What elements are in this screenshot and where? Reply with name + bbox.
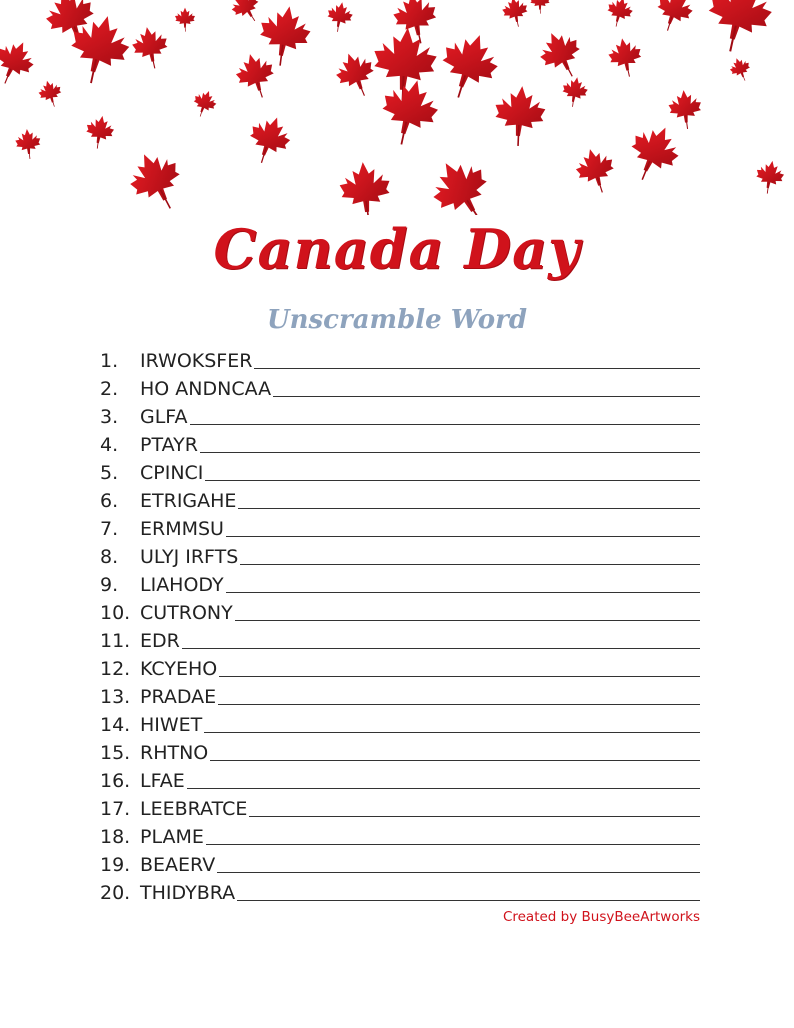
answer-blank-line[interactable]	[187, 788, 700, 789]
list-item	[100, 849, 700, 877]
scrambled-word: THIDYBRA	[140, 882, 236, 904]
answer-blank-line[interactable]	[206, 844, 700, 845]
maple-leaf-icon	[620, 118, 687, 190]
list-item	[100, 429, 700, 457]
item-number: 14.	[100, 714, 131, 736]
maple-leaf-icon	[374, 73, 444, 151]
maple-leaf-icon	[121, 144, 192, 215]
scrambled-word: CPINCI	[140, 462, 204, 484]
answer-blank-line[interactable]	[205, 480, 700, 481]
maple-leaf-icon	[36, 78, 65, 110]
maple-leaf-icon	[699, 0, 779, 59]
item-number: 19.	[100, 854, 131, 876]
item-number: 6.	[100, 490, 119, 512]
answer-blank-line[interactable]	[204, 732, 700, 733]
list-item	[100, 709, 700, 737]
answer-blank-line[interactable]	[219, 676, 700, 677]
maple-leaf-icon	[242, 111, 296, 170]
list-item	[100, 597, 700, 625]
list-item	[100, 821, 700, 849]
scrambled-word: EDR	[140, 630, 180, 652]
maple-leaf-icon	[530, 0, 550, 14]
maple-leaf-icon	[175, 8, 195, 32]
item-number: 20.	[100, 882, 131, 904]
item-number: 13.	[100, 686, 131, 708]
scrambled-word: KCYEHO	[140, 658, 218, 680]
scrambled-word: HIWET	[140, 714, 203, 736]
scrambled-word: RHTNO	[140, 742, 209, 764]
scrambled-word: LFAE	[140, 770, 185, 792]
list-item	[100, 457, 700, 485]
maple-leaf-icon	[431, 26, 505, 107]
maple-leaf-icon	[189, 87, 219, 120]
answer-blank-line[interactable]	[182, 648, 700, 649]
answer-blank-line[interactable]	[240, 564, 700, 565]
answer-blank-line[interactable]	[238, 508, 700, 509]
maple-leaf-icon	[572, 144, 620, 197]
scrambled-word: CUTRONY	[140, 602, 233, 624]
item-number: 5.	[100, 462, 119, 484]
answer-blank-line[interactable]	[217, 872, 700, 873]
answer-blank-line[interactable]	[218, 704, 700, 705]
maple-leaf-icon	[325, 0, 355, 34]
maple-leaf-icon	[727, 55, 754, 84]
scrambled-word: ETRIGAHE	[140, 490, 237, 512]
list-item	[100, 793, 700, 821]
scrambled-word: IRWOKSFER	[140, 350, 253, 372]
list-item	[100, 401, 700, 429]
maple-leaf-icon	[422, 149, 503, 215]
maple-leaf-icon	[254, 2, 314, 70]
maple-leaf-icon	[83, 114, 116, 151]
list-item	[100, 485, 700, 513]
list-item	[100, 681, 700, 709]
list-item	[100, 765, 700, 793]
scrambled-word: GLFA	[140, 406, 188, 428]
answer-blank-line[interactable]	[254, 368, 700, 369]
list-item	[100, 653, 700, 681]
maple-leaf-icon	[753, 159, 786, 196]
item-number: 2.	[100, 378, 119, 400]
item-number: 8.	[100, 546, 119, 568]
maple-leaf-icon	[331, 47, 382, 102]
scrambled-word: BEAERV	[140, 854, 216, 876]
maple-leaf-icon	[0, 34, 40, 91]
scrambled-word: LEEBRATCE	[140, 798, 248, 820]
answer-blank-line[interactable]	[190, 424, 701, 425]
scrambled-word: HO ANDNCAA	[140, 378, 272, 400]
item-number: 16.	[100, 770, 131, 792]
item-number: 12.	[100, 658, 131, 680]
maple-leaf-icon	[560, 75, 590, 109]
list-item	[100, 373, 700, 401]
scrambled-word: ERMMSU	[140, 518, 224, 540]
maple-leaf-icon	[500, 0, 530, 29]
item-number: 10.	[100, 602, 131, 624]
answer-blank-line[interactable]	[237, 900, 700, 901]
scrambled-word: PRADAE	[140, 686, 217, 708]
list-item	[100, 877, 700, 905]
scrambled-word: LIAHODY	[140, 574, 224, 596]
item-number: 9.	[100, 574, 119, 596]
answer-blank-line[interactable]	[226, 536, 700, 537]
item-number: 18.	[100, 826, 131, 848]
list-item	[100, 541, 700, 569]
item-number: 7.	[100, 518, 119, 540]
answer-blank-line[interactable]	[200, 452, 700, 453]
maple-leaf-icon	[606, 36, 645, 80]
list-item	[100, 345, 700, 373]
maple-leaf-icon	[130, 24, 172, 71]
list-item	[100, 569, 700, 597]
maple-leaf-icon	[492, 84, 547, 148]
answer-blank-line[interactable]	[249, 816, 700, 817]
maple-leaf-border	[0, 0, 794, 215]
list-item	[100, 737, 700, 765]
maple-leaf-icon	[232, 49, 280, 102]
page-subtitle: Unscramble Word	[266, 305, 528, 335]
answer-blank-line[interactable]	[273, 396, 700, 397]
maple-leaf-icon	[226, 0, 266, 28]
maple-leaf-icon	[533, 25, 590, 85]
answer-blank-line[interactable]	[210, 760, 700, 761]
maple-leaf-icon	[604, 0, 636, 30]
word-list	[100, 345, 700, 905]
item-number: 17.	[100, 798, 131, 820]
answer-blank-line[interactable]	[226, 592, 700, 593]
maple-leaf-icon	[650, 0, 697, 36]
item-number: 4.	[100, 434, 119, 456]
maple-leaf-icon	[338, 160, 393, 215]
item-number: 1.	[100, 350, 119, 372]
answer-blank-line[interactable]	[235, 620, 700, 621]
scrambled-word: PLAME	[140, 826, 204, 848]
credit-text: Created by BusyBeeArtworks	[502, 909, 700, 925]
scrambled-word: PTAYR	[140, 434, 198, 456]
page-title: Canada Day	[213, 217, 581, 281]
list-item	[100, 513, 700, 541]
item-number: 11.	[100, 630, 131, 652]
item-number: 3.	[100, 406, 119, 428]
scrambled-word: ULYJ IRFTS	[140, 546, 239, 568]
item-number: 15.	[100, 742, 131, 764]
maple-leaf-icon	[667, 89, 703, 131]
maple-leaf-icon	[14, 128, 42, 160]
list-item	[100, 625, 700, 653]
